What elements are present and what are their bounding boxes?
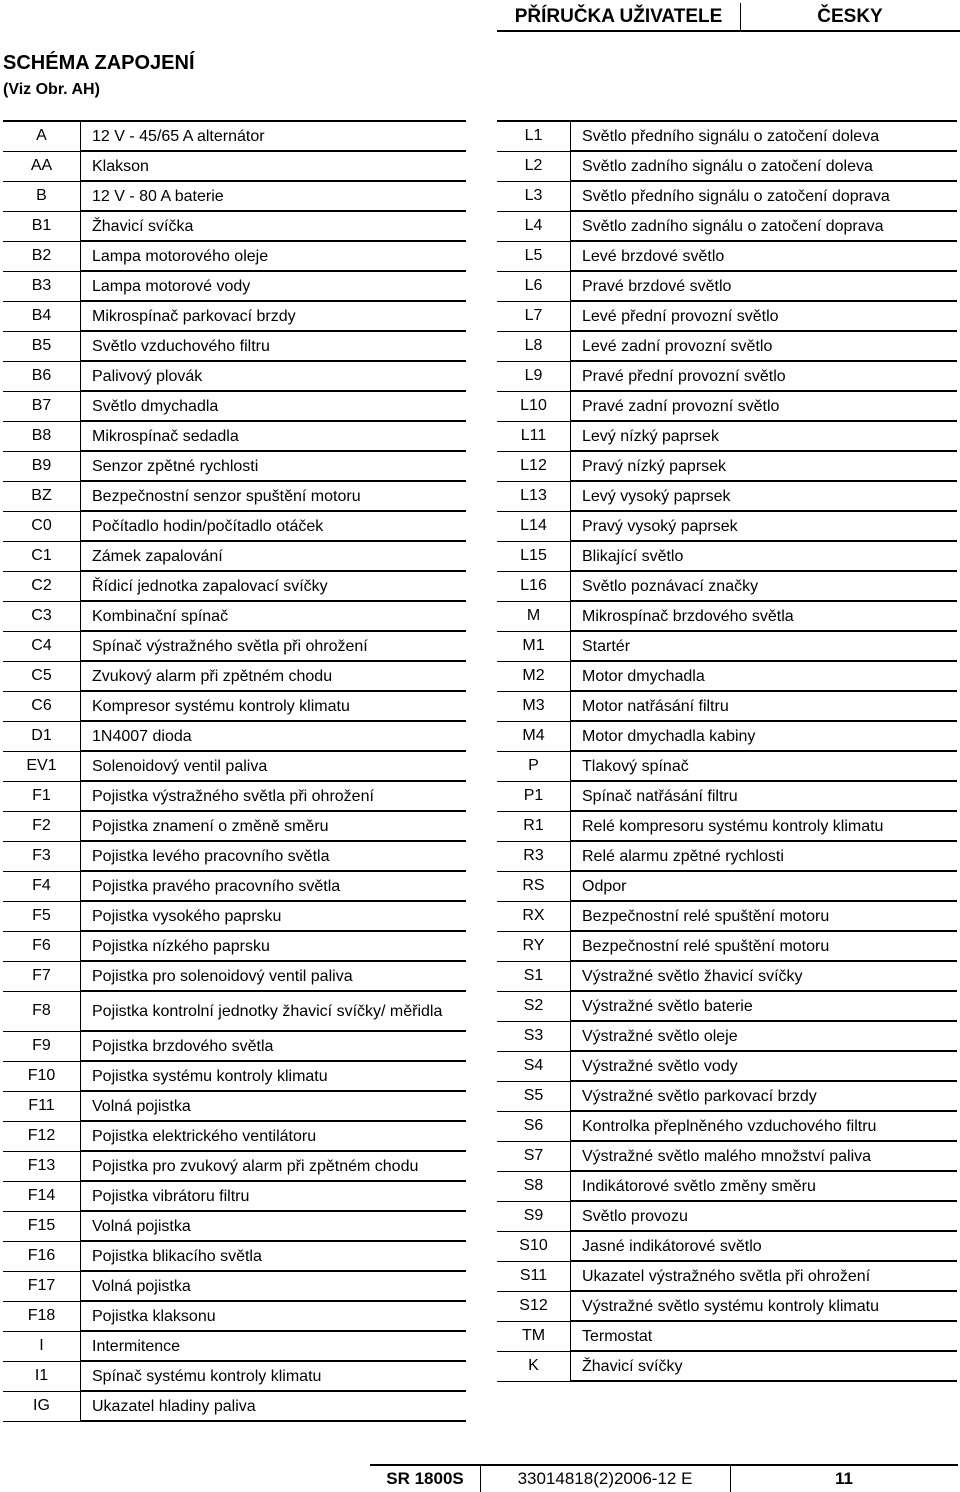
component-code: L16 (497, 571, 571, 601)
component-code: F7 (3, 961, 81, 991)
table-row (3, 781, 466, 811)
table-row (497, 901, 957, 931)
component-description: Termostat (571, 1321, 958, 1351)
component-code: F1 (3, 781, 81, 811)
section-title: SCHÉMA ZAPOJENÍ (3, 52, 195, 74)
table-row (3, 1061, 466, 1091)
table-row (3, 1391, 466, 1421)
component-code: K (497, 1351, 571, 1381)
table-row (497, 721, 957, 751)
manual-title: PŘÍRUČKA UŽIVATELE (514, 6, 723, 27)
component-code: L7 (497, 301, 571, 331)
component-code: F17 (3, 1271, 81, 1301)
component-code: L11 (497, 421, 571, 451)
component-code: F3 (3, 841, 81, 871)
table-row (3, 901, 466, 931)
table-row (497, 931, 957, 961)
component-code: S2 (497, 991, 571, 1021)
component-code: P (497, 751, 571, 781)
component-description: Ukazatel hladiny paliva (81, 1391, 467, 1421)
component-description: Motor dmychadla (571, 661, 958, 691)
component-description: Pojistka znamení o změně směru (81, 811, 467, 841)
table-row (497, 421, 957, 451)
table-row (3, 451, 466, 481)
component-description: Lampa motorového oleje (81, 241, 467, 271)
component-code: F5 (3, 901, 81, 931)
component-description: Světlo provozu (571, 1201, 958, 1231)
component-description: Intermitence (81, 1331, 467, 1361)
table-row (3, 631, 466, 661)
component-description: 12 V - 80 A baterie (81, 181, 467, 211)
table-row (497, 1321, 957, 1351)
component-description: Výstražné světlo baterie (571, 991, 958, 1021)
component-description: Levé přední provozní světlo (571, 301, 958, 331)
table-row (3, 481, 466, 511)
component-code: L5 (497, 241, 571, 271)
table-row (3, 661, 466, 691)
component-description: Kombinační spínač (81, 601, 467, 631)
table-row (3, 211, 466, 241)
component-code: C5 (3, 661, 81, 691)
component-code: L4 (497, 211, 571, 241)
component-description: Žhavicí svíčka (81, 211, 467, 241)
table-row (3, 961, 466, 991)
component-code: S4 (497, 1051, 571, 1081)
component-description: Senzor zpětné rychlosti (81, 451, 467, 481)
component-description: Pravý nízký paprsek (571, 451, 958, 481)
model-name: SR 1800S (386, 1469, 464, 1488)
component-code: M (497, 601, 571, 631)
table-row (497, 841, 957, 871)
language-label: ČESKY (817, 6, 883, 27)
component-description: Výstražné světlo oleje (571, 1021, 958, 1051)
component-description: Světlo poznávací značky (571, 571, 958, 601)
component-code: P1 (497, 781, 571, 811)
component-description: Výstražné světlo systému kontroly klimatu (571, 1291, 958, 1321)
component-description: Žhavicí svíčky (571, 1351, 958, 1381)
table-row (3, 871, 466, 901)
component-description: Pravé zadní provozní světlo (571, 391, 958, 421)
table-row (3, 1181, 466, 1211)
component-description: Světlo zadního signálu o zatočení doprava (571, 211, 958, 241)
component-description: Indikátorové světlo změny směru (571, 1171, 958, 1201)
component-code: B3 (3, 271, 81, 301)
table-row (497, 151, 957, 181)
component-description: Pravé přední provozní světlo (571, 361, 958, 391)
component-description: Pojistka pravého pracovního světla (81, 871, 467, 901)
table-row (3, 1211, 466, 1241)
table-row (497, 661, 957, 691)
component-description: Zámek zapalování (81, 541, 467, 571)
table-row (3, 1151, 466, 1181)
component-description: Levý vysoký paprsek (571, 481, 958, 511)
section-subtitle: (Viz Obr. AH) (3, 81, 100, 98)
component-description: Zvukový alarm při zpětném chodu (81, 661, 467, 691)
component-code: B6 (3, 361, 81, 391)
table-row (3, 181, 466, 211)
table-row (3, 1241, 466, 1271)
component-description: Řídicí jednotka zapalovací svíčky (81, 571, 467, 601)
table-row (3, 391, 466, 421)
component-code: TM (497, 1321, 571, 1351)
component-code: C6 (3, 691, 81, 721)
table-row (3, 811, 466, 841)
component-description: Světlo zadního signálu o zatočení doleva (571, 151, 958, 181)
component-description: Bezpečnostní relé spuštění motoru (571, 901, 958, 931)
component-description: Výstražné světlo vody (571, 1051, 958, 1081)
page-header (497, 0, 960, 32)
table-row (497, 961, 957, 991)
component-code: RS (497, 871, 571, 901)
component-description: Relé alarmu zpětné rychlosti (571, 841, 958, 871)
table-row (3, 361, 466, 391)
component-description: Startér (571, 631, 958, 661)
table-row (497, 1261, 957, 1291)
component-description: Bezpečnostní senzor spuštění motoru (81, 481, 467, 511)
component-code: L3 (497, 181, 571, 211)
legend-table-left (3, 120, 466, 1422)
component-description: Volná pojistka (81, 1271, 467, 1301)
component-code: S12 (497, 1291, 571, 1321)
table-row (497, 511, 957, 541)
component-description: Pojistka levého pracovního světla (81, 841, 467, 871)
table-row (497, 871, 957, 901)
component-code: M4 (497, 721, 571, 751)
component-code: L10 (497, 391, 571, 421)
table-row (497, 751, 957, 781)
component-description: Levé zadní provozní světlo (571, 331, 958, 361)
table-row (497, 1021, 957, 1051)
component-code: RY (497, 931, 571, 961)
component-code: F8 (3, 991, 81, 1031)
component-code: F6 (3, 931, 81, 961)
component-code: L1 (497, 121, 571, 151)
table-row (497, 1231, 957, 1261)
component-code: I (3, 1331, 81, 1361)
table-row (497, 481, 957, 511)
component-code: L6 (497, 271, 571, 301)
component-description: Světlo předního signálu o zatočení doleva (571, 121, 958, 151)
component-description: Levý nízký paprsek (571, 421, 958, 451)
component-description: Pojistka nízkého paprsku (81, 931, 467, 961)
component-code: L2 (497, 151, 571, 181)
component-description: Světlo vzduchového filtru (81, 331, 467, 361)
table-row (497, 781, 957, 811)
table-row (3, 601, 466, 631)
component-description: Pojistka blikacího světla (81, 1241, 467, 1271)
component-code: D1 (3, 721, 81, 751)
table-row (497, 1201, 957, 1231)
table-row (3, 301, 466, 331)
component-description: Pojistka brzdového světla (81, 1031, 467, 1061)
table-row (497, 691, 957, 721)
component-description: 1N4007 dioda (81, 721, 467, 751)
component-description: Počítadlo hodin/počítadlo otáček (81, 511, 467, 541)
component-code: L14 (497, 511, 571, 541)
table-row (3, 271, 466, 301)
component-code: S7 (497, 1141, 571, 1171)
component-code: L13 (497, 481, 571, 511)
table-row (3, 1031, 466, 1061)
table-row (497, 1171, 957, 1201)
table-row (497, 1081, 957, 1111)
table-row (3, 1331, 466, 1361)
table-row (497, 241, 957, 271)
component-description: Pravý vysoký paprsek (571, 511, 958, 541)
component-description: Výstražné světlo malého množství paliva (571, 1141, 958, 1171)
component-description: Odpor (571, 871, 958, 901)
component-code: F13 (3, 1151, 81, 1181)
component-code: AA (3, 151, 81, 181)
component-description: Pojistka vysokého paprsku (81, 901, 467, 931)
component-code: B9 (3, 451, 81, 481)
table-row (3, 151, 466, 181)
component-description: Pojistka výstražného světla při ohrožení (81, 781, 467, 811)
component-description: Motor dmychadla kabiny (571, 721, 958, 751)
component-code: L8 (497, 331, 571, 361)
component-code: F10 (3, 1061, 81, 1091)
component-description: Klakson (81, 151, 467, 181)
table-row (3, 1271, 466, 1301)
table-row (3, 121, 466, 151)
component-description: Tlakový spínač (571, 751, 958, 781)
component-description: Relé kompresoru systému kontroly klimatu (571, 811, 958, 841)
component-description: Volná pojistka (81, 1211, 467, 1241)
component-code: F15 (3, 1211, 81, 1241)
table-row (3, 1361, 466, 1391)
component-code: S5 (497, 1081, 571, 1111)
table-row (497, 811, 957, 841)
component-code: B2 (3, 241, 81, 271)
component-code: C4 (3, 631, 81, 661)
table-row (497, 1141, 957, 1171)
component-code: S10 (497, 1231, 571, 1261)
component-code: C0 (3, 511, 81, 541)
component-code: M3 (497, 691, 571, 721)
component-description: Volná pojistka (81, 1091, 467, 1121)
component-code: F11 (3, 1091, 81, 1121)
table-row (3, 331, 466, 361)
component-description: Pojistka vibrátoru filtru (81, 1181, 467, 1211)
table-row (497, 1291, 957, 1321)
table-row (497, 361, 957, 391)
component-description: Výstražné světlo parkovací brzdy (571, 1081, 958, 1111)
component-code: F4 (3, 871, 81, 901)
component-code: F16 (3, 1241, 81, 1271)
table-row (3, 991, 466, 1031)
component-code: M2 (497, 661, 571, 691)
component-code: BZ (3, 481, 81, 511)
component-code: B (3, 181, 81, 211)
page-number: 11 (835, 1469, 853, 1488)
table-row (3, 541, 466, 571)
component-description: Mikrospínač brzdového světla (571, 601, 958, 631)
table-row (497, 1111, 957, 1141)
component-code: B5 (3, 331, 81, 361)
component-description: Ukazatel výstražného světla při ohrožení (571, 1261, 958, 1291)
component-code: S11 (497, 1261, 571, 1291)
component-code: S6 (497, 1111, 571, 1141)
component-description: Motor natřásání filtru (571, 691, 958, 721)
component-description: Spínač výstražného světla při ohrožení (81, 631, 467, 661)
component-code: B4 (3, 301, 81, 331)
component-code: F14 (3, 1181, 81, 1211)
component-description: Lampa motorové vody (81, 271, 467, 301)
component-code: B7 (3, 391, 81, 421)
component-code: S9 (497, 1201, 571, 1231)
table-row (3, 1301, 466, 1331)
component-description: Solenoidový ventil paliva (81, 751, 467, 781)
component-description: Spínač natřásání filtru (571, 781, 958, 811)
header-rule (497, 30, 960, 32)
component-code: A (3, 121, 81, 151)
component-code: B1 (3, 211, 81, 241)
component-description: Kompresor systému kontroly klimatu (81, 691, 467, 721)
component-code: F12 (3, 1121, 81, 1151)
component-description: Světlo dmychadla (81, 391, 467, 421)
table-row (3, 421, 466, 451)
component-description: Blikající světlo (571, 541, 958, 571)
document-number: 33014818(2)2006-12 E (517, 1469, 693, 1488)
component-description: Palivový plovák (81, 361, 467, 391)
table-row (3, 511, 466, 541)
component-description: Levé brzdové světlo (571, 241, 958, 271)
component-code: L9 (497, 361, 571, 391)
component-code: RX (497, 901, 571, 931)
table-row (3, 1121, 466, 1151)
component-code: S1 (497, 961, 571, 991)
table-row (497, 181, 957, 211)
component-code: F2 (3, 811, 81, 841)
component-code: C1 (3, 541, 81, 571)
component-description: Pojistka kontrolní jednotky žhavicí svíčky/ měřidla (81, 991, 467, 1031)
table-row (497, 451, 957, 481)
component-description: Spínač systému kontroly klimatu (81, 1361, 467, 1391)
component-description: Jasné indikátorové světlo (571, 1231, 958, 1261)
component-code: F18 (3, 1301, 81, 1331)
table-row (3, 751, 466, 781)
table-row (497, 121, 957, 151)
component-code: L12 (497, 451, 571, 481)
component-description: Mikrospínač sedadla (81, 421, 467, 451)
component-code: S3 (497, 1021, 571, 1051)
component-code: EV1 (3, 751, 81, 781)
component-description: Bezpečnostní relé spuštění motoru (571, 931, 958, 961)
component-code: R1 (497, 811, 571, 841)
component-code: L15 (497, 541, 571, 571)
table-row (3, 691, 466, 721)
table-row (497, 1051, 957, 1081)
table-row (497, 301, 957, 331)
component-description: Pojistka systému kontroly klimatu (81, 1061, 467, 1091)
table-row (497, 571, 957, 601)
component-description: Světlo předního signálu o zatočení doprava (571, 181, 958, 211)
component-code: I1 (3, 1361, 81, 1391)
component-description: Pojistka klaksonu (81, 1301, 467, 1331)
table-row (497, 391, 957, 421)
component-code: F9 (3, 1031, 81, 1061)
legend-table-right (497, 120, 957, 1382)
table-row (497, 991, 957, 1021)
component-description: Pravé brzdové světlo (571, 271, 958, 301)
table-row (497, 541, 957, 571)
table-row (497, 211, 957, 241)
component-description: Pojistka pro zvukový alarm při zpětném chodu (81, 1151, 467, 1181)
table-row (3, 571, 466, 601)
page-footer (370, 1464, 958, 1492)
table-row (3, 931, 466, 961)
table-row (3, 841, 466, 871)
component-description: 12 V - 45/65 A alternátor (81, 121, 467, 151)
component-code: IG (3, 1391, 81, 1421)
component-code: S8 (497, 1171, 571, 1201)
table-row (497, 331, 957, 361)
table-row (3, 241, 466, 271)
component-description: Výstražné světlo žhavicí svíčky (571, 961, 958, 991)
component-description: Pojistka pro solenoidový ventil paliva (81, 961, 467, 991)
component-description: Mikrospínač parkovací brzdy (81, 301, 467, 331)
component-description: Pojistka elektrického ventilátoru (81, 1121, 467, 1151)
component-description: Kontrolka přeplněného vzduchového filtru (571, 1111, 958, 1141)
component-code: C3 (3, 601, 81, 631)
component-code: C2 (3, 571, 81, 601)
table-row (497, 271, 957, 301)
table-row (497, 631, 957, 661)
table-row (3, 1091, 466, 1121)
table-row (497, 1351, 957, 1381)
component-code: R3 (497, 841, 571, 871)
table-row (3, 721, 466, 751)
component-code: B8 (3, 421, 81, 451)
component-code: M1 (497, 631, 571, 661)
table-row (497, 601, 957, 631)
